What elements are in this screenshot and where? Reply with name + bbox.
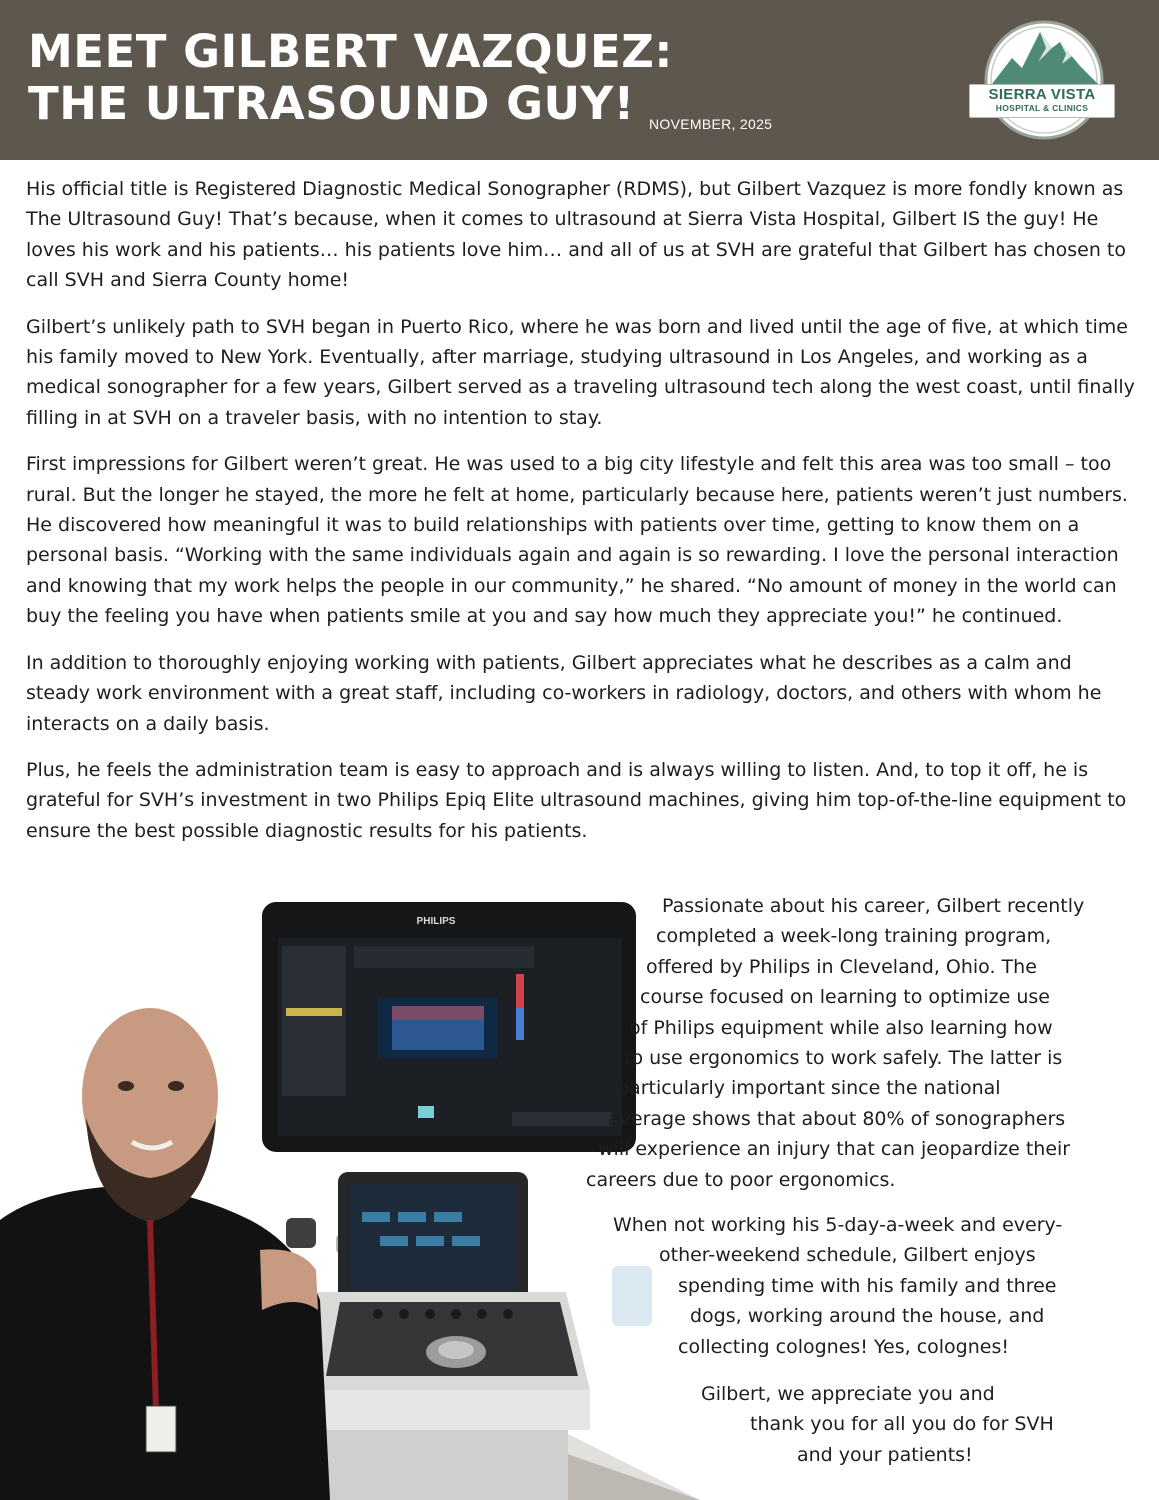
logo-name-line-2: HOSPITAL & CLINICS — [995, 103, 1089, 113]
logo-name-line-1: SIERRA VISTA — [988, 86, 1096, 103]
side-1-line-4: course focused on learning to optimize use — [640, 986, 1050, 1009]
side-1-line-9: will experience an injury that can jeopardize their — [598, 1138, 1071, 1161]
side-2-line-3: spending time with his family and three — [678, 1274, 1057, 1297]
side-paragraph-1 — [0, 891, 1085, 1195]
side-3-line-1: Gilbert, we appreciate you and — [701, 1383, 995, 1405]
paragraph-5: Plus, he feels the administration team is easy to approach and is always willing to listen. And, to top it off, he is grateful for SVH’s investment in two Philips Epiq Elite ultrasound machines, giving him top-of-the-line equipment to ensure the best possible diagnostic results for his patients. — [26, 758, 1127, 842]
side-3-line-2: thank you for all you do for SVH — [750, 1413, 1054, 1436]
title-line-1: MEET GILBERT VAZQUEZ: — [28, 25, 673, 78]
page-title — [28, 26, 673, 130]
paragraph-4: In addition to thoroughly enjoying working with patients, Gilbert appreciates what he describes as a calm and steady work environment with a great staff, including co-workers in radiology, doctors, and others with whom he interacts on a daily basis. — [26, 651, 1102, 735]
side-paragraph-3 — [0, 1379, 1054, 1470]
side-1-line-7: particularly important since the national — [617, 1077, 1001, 1100]
side-1-line-6: to use ergonomics to work safely. The latter is — [624, 1047, 1063, 1070]
sierra-vista-logo — [968, 18, 1124, 144]
article-body — [26, 174, 1138, 862]
paragraph-3: First impressions for Gilbert weren’t great. He was used to a big city lifestyle and felt this area was too small – too rural. But the longer he stayed, the more he felt at home, particularly because here, patients weren’t just numbers. He discovered how meaningful it was to build relationships with patients over time, getting to know them on a personal basis. “Working with the same individuals again and again is so rewarding. I love the personal interaction and knowing that my work helps the people in our community,” he shared. “No amount of money in the world can buy the feeling you have when patients smile at you and say how much they appreciate you!” he continued. — [26, 453, 1128, 628]
side-3-line-3: and your patients! — [797, 1443, 973, 1466]
title-line-2: THE ULTRASOUND GUY! — [28, 77, 635, 130]
logo-wordmark — [969, 84, 1115, 118]
side-1-line-1: Passionate about his career, Gilbert recently — [662, 895, 1085, 917]
paragraph-2: Gilbert’s unlikely path to SVH began in Puerto Rico, where he was born and lived until the age of five, at which time his family moved to New York. Eventually, after marriage, studying ultrasound in Los Angeles, and working as a medical sonographer for a few years, Gilbert served as a traveling ultrasound tech along the west coast, until finally filling in at SVH on a traveler basis, with no intention to stay. — [26, 315, 1135, 429]
issue-date: NOVEMBER, 2025 — [649, 116, 773, 132]
side-2-line-1: When not working his 5-day-a-week and every- — [613, 1214, 1063, 1236]
side-1-line-2: completed a week-long training program, — [656, 925, 1052, 948]
header-band — [0, 0, 1159, 160]
side-2-line-2: other-weekend schedule, Gilbert enjoys — [659, 1244, 1036, 1267]
side-1-line-8: average shows that about 80% of sonographers — [608, 1107, 1066, 1130]
side-2-line-4: dogs, working around the house, and — [690, 1305, 1045, 1328]
side-1-line-3: offered by Philips in Cleveland, Ohio. The — [646, 955, 1037, 978]
side-2-line-5: collecting colognes! Yes, colognes! — [678, 1335, 1009, 1358]
side-paragraph-2 — [0, 1210, 1063, 1362]
paragraph-1: His official title is Registered Diagnostic Medical Sonographer (RDMS), but Gilbert Vazquez is more fondly known as The Ultrasound Guy! That’s because, when it comes to ultrasound at Sierra Vista Hospital, Gilbert IS the guy! He loves his work and his patients… his patients love him… and all of us at SVH are grateful that Gilbert has chosen to call SVH and Sierra County home! — [26, 178, 1126, 292]
side-1-line-5: of Philips equipment while also learning how — [629, 1016, 1053, 1039]
monitor-brand: PHILIPS — [416, 916, 456, 927]
side-1-line-10: careers due to poor ergonomics. — [586, 1168, 896, 1191]
